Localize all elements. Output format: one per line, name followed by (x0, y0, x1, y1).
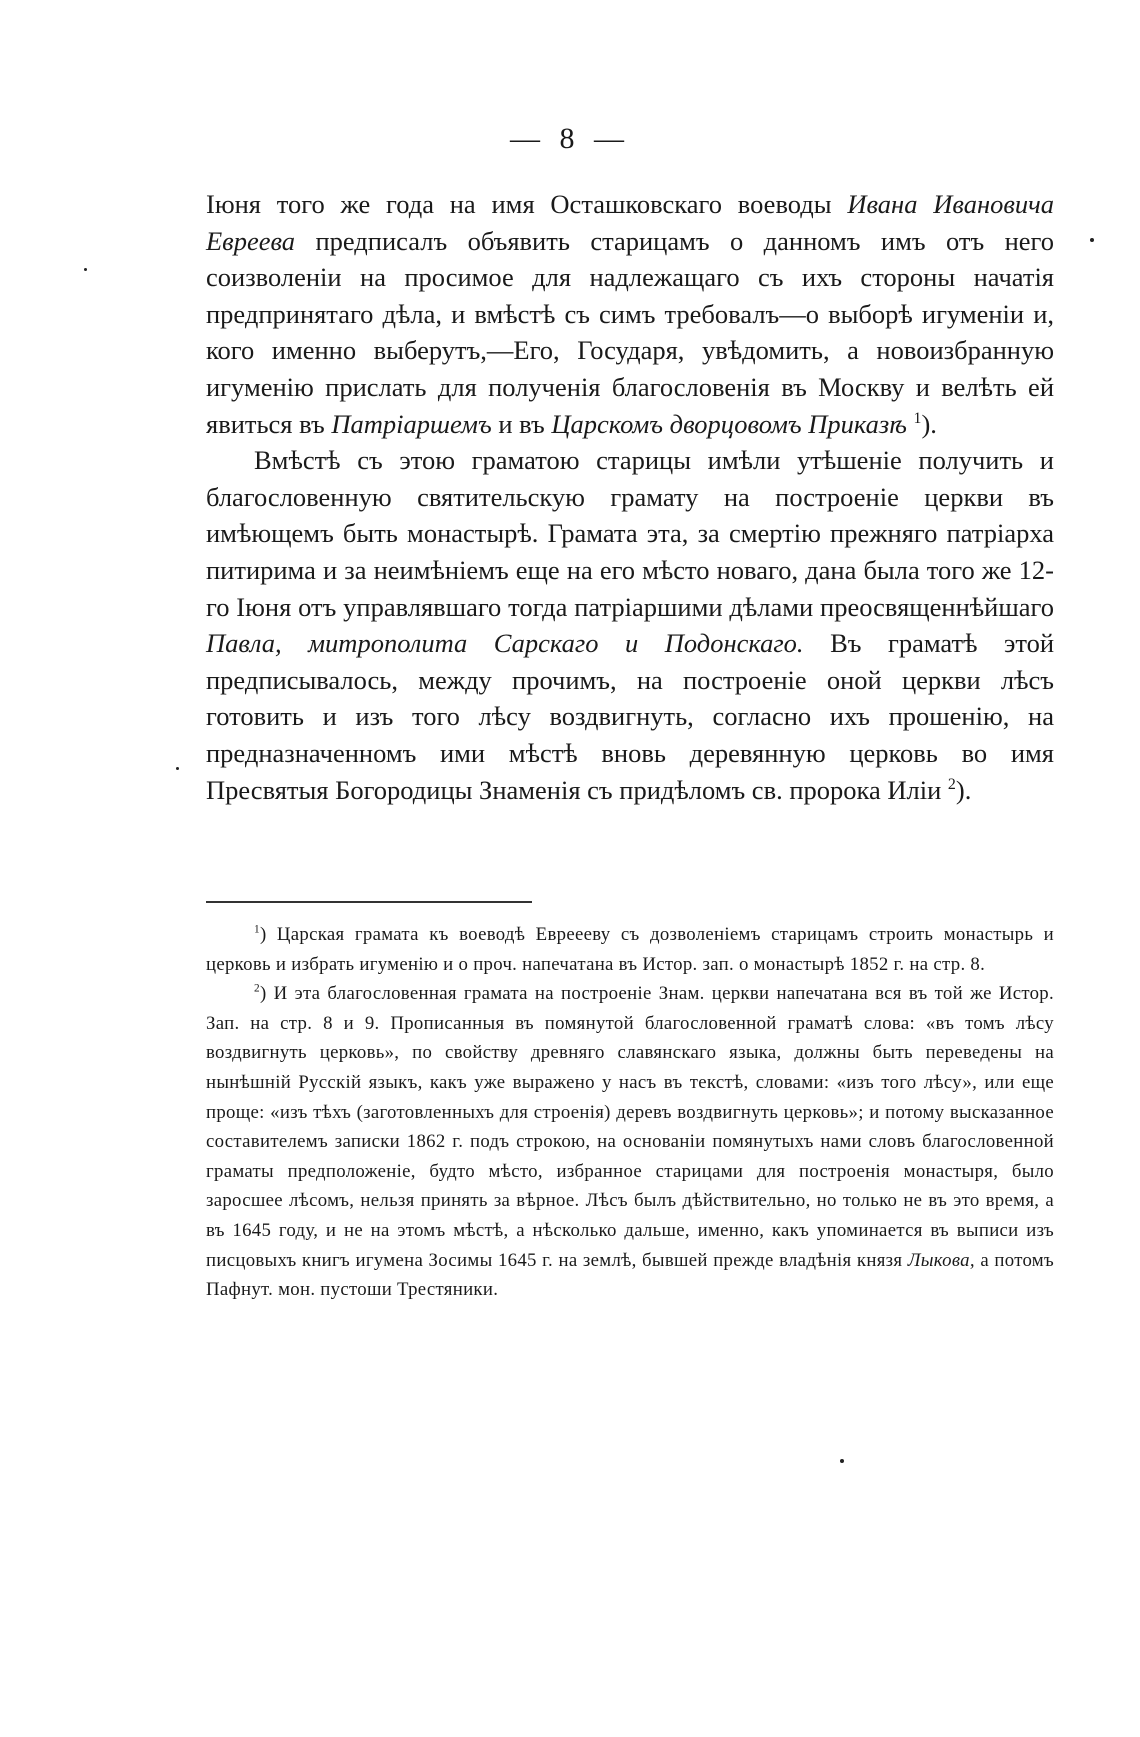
main-text (206, 186, 1054, 808)
print-speck (176, 767, 179, 770)
footnote-mark: 1 (254, 923, 260, 936)
footnotes (206, 920, 1054, 1305)
footnote-2-text: ) И эта благословенная грамата на построеніе Знам. церкви напечатана вся въ той же Истор. Зап. на стр. 8 и 9. Прописанныя въ помянутой благословенной граматѣ слова: «въ томъ лѣсу воздвигнуть церковь», по свойству древняго славянскаго языка, должны быть переведены на нынѣшній Русскій языкъ, какъ уже выражено у насъ въ текстѣ, словами: «изъ того лѣсу», или еще проще: «изъ тѣхъ (заготовленныхъ для строенія) деревъ воздвигнуть церковь»; и потому высказанное составителемъ записки 1862 г. подъ строкою, на основаніи помянутыхъ нами словъ благословенной граматы предположеніе, будто мѣсто, избранное старицами для построенія монастыря, было заросшее лѣсомъ, нельзя принять за вѣрное. Лѣсъ былъ дѣйствительно, но только не въ это время, а въ 1645 году, и не на этомъ мѣстѣ, а нѣсколько дальше, именно, какъ упоминается въ выписи изъ писцовыхъ книгъ игумена Зосимы 1645 г. на землѣ, бывшей прежде владѣнія князя (206, 983, 1054, 1271)
italic-name: Павла, митрополита Сарскаго и Подонскаго. (206, 628, 804, 659)
footnote-1 (206, 920, 1054, 979)
footnote-mark: 2 (254, 982, 260, 995)
paragraph-1-text: и въ (491, 408, 552, 439)
footnote-2-text: а потомъ Пафнут. мон. пустоши Трестяники. (206, 1249, 1054, 1301)
paragraph-2-text: Вмѣстѣ съ этою граматою старицы имѣли утѣшеніе получить и благословенную святительскую грамату на построеніе церкви въ имѣющемъ быть монастырѣ. Грамата эта, за смертію прежняго патріарха питирима и за неимѣніемъ еще на его мѣсто новаго, дана была того же 12-го Іюня отъ управлявшаго тогда патріаршими дѣлами преосвященнѣйшаго (206, 445, 1054, 622)
paragraph-1 (206, 186, 1054, 442)
print-speck (1090, 238, 1094, 242)
print-speck (84, 268, 87, 271)
italic-name: Царскомъ дворцовомъ Приказѣ (551, 408, 907, 439)
italic-name: Ивана Ивановича Евреева (206, 189, 1054, 256)
footnote-2 (206, 979, 1054, 1305)
paragraph-2-text: ). (955, 774, 972, 805)
paragraph-1-text: предписалъ объявить старицамъ о данномъ имъ отъ него соизволеніи на просимое для надлежащаго съ ихъ стороны начатія предпринятаго дѣла, и вмѣстѣ съ симъ требовалъ—о выборѣ игуменіи и, кого именно выберутъ,—Его, Государя, увѣдомить, а новоизбранную игуменію прислать для полученія благословенія въ Москву и велѣть ей явиться въ (206, 225, 1054, 439)
italic-name: Патріаршемъ (331, 408, 492, 439)
paragraph-2 (206, 442, 1054, 808)
page-number: — 8 — (510, 122, 630, 155)
paragraph-2-text: Въ граматѣ этой предписывалось, между прочимъ, на построеніе оной церкви лѣсъ готовить и изъ того лѣсу воздвигнуть, согласно ихъ прошенію, на предназначенномъ ими мѣстѣ вновь деревянную церковь во имя Пресвятыя Богородицы Знаменія съ придѣломъ св. пророка Иліи (206, 628, 1054, 805)
italic-name: Лыкова, (907, 1249, 975, 1271)
print-speck (840, 1459, 844, 1463)
paragraph-1-text: ). (921, 408, 937, 439)
footnote-ref: 1 (913, 409, 922, 427)
footnote-divider (206, 901, 532, 903)
footnote-ref: 2 (947, 775, 956, 793)
footnote-1-text: ) Царская грамата къ воеводѣ Евреееву съ дозволеніемъ старицамъ строить монастырь и церковь и избрать игуменію и о проч. напечатана въ Истор. зап. о монастырѣ 1852 г. на стр. 8. (206, 924, 1054, 975)
paragraph-1-text: Іюня того же года на имя Осташковскаго воеводы (206, 189, 848, 219)
